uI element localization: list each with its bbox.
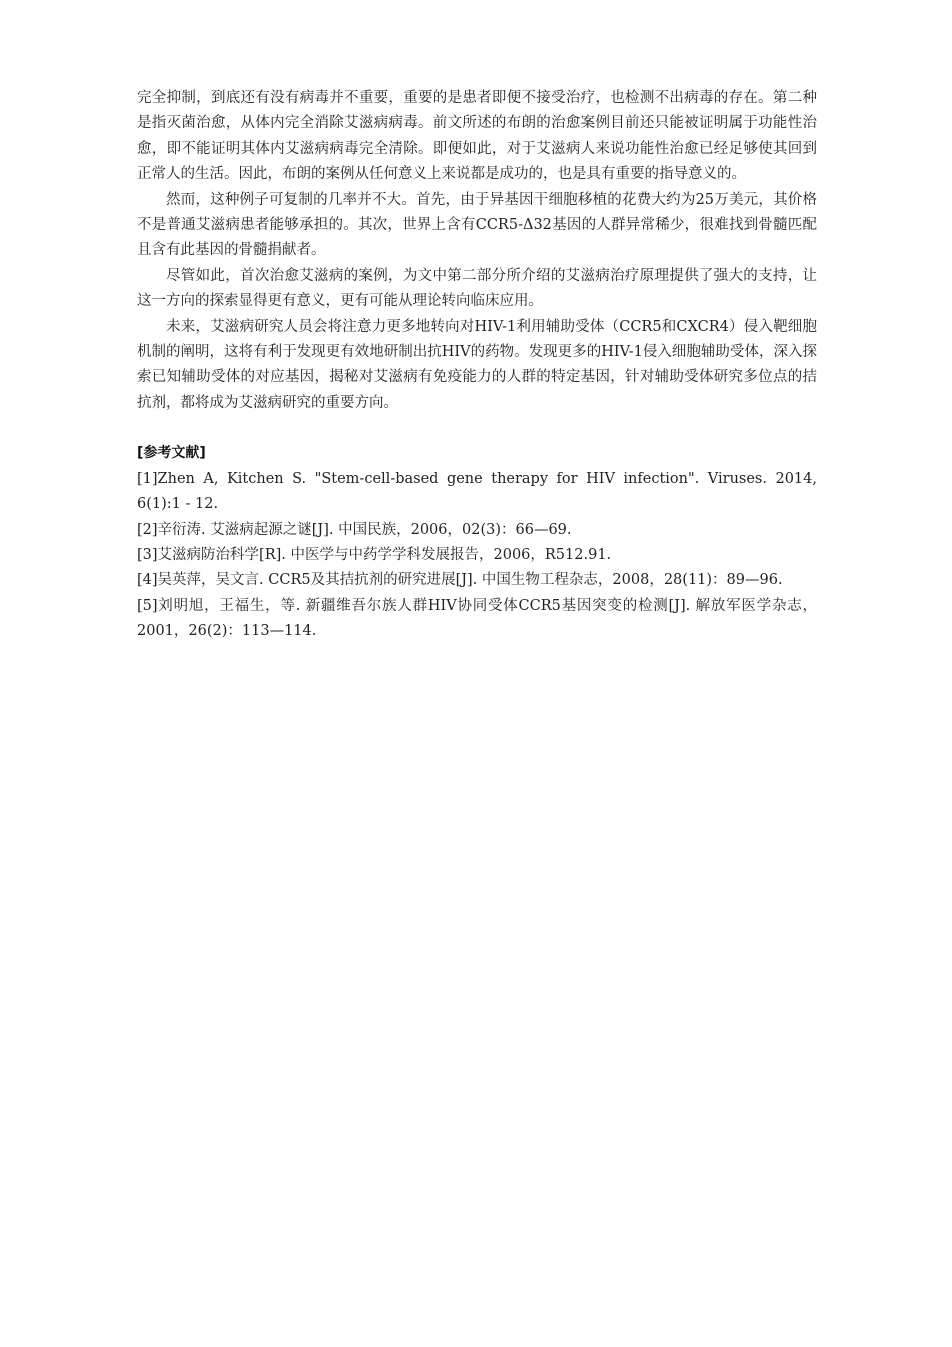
body-paragraph: 未来，艾滋病研究人员会将注意力更多地转向对HIV-1利用辅助受体（CCR5和CXCR4）侵入靶细胞机制的阐明，这将有利于发现更有效地研制出抗HIV的药物。发现更多的HIV-1侵入细胞辅助受体，深入探索已知辅助受体的对应基因，揭秘对艾滋病有免疫能力的人群的特定基因，针对辅助受体研究多位点的拮抗剂，都将成为艾滋病研究的重要方向。 xyxy=(137,318,817,411)
reference-item: [1]Zhen A, Kitchen S. "Stem-cell-based gene therapy for HIV infection". Viruses. 2014, 6(1):1 - 12. xyxy=(137,470,817,513)
reference-item: [2]辛衍涛. 艾滋病起源之谜[J]. 中国民族，2006，02(3)：66—69. xyxy=(137,521,572,538)
references-list xyxy=(137,467,817,645)
body-paragraph-continued: 完全抑制，到底还有没有病毒并不重要，重要的是患者即便不接受治疗，也检测不出病毒的存在。第二种是指灭菌治愈，从体内完全消除艾滋病病毒。前文所述的布朗的治愈案例目前还只能被证明属于功能性治愈，即不能证明其体内艾滋病病毒完全清除。即便如此，对于艾滋病人来说功能性治愈已经足够使其回到正常人的生活。因此，布朗的案例从任何意义上来说都是成功的，也是具有重要的指导意义的。 xyxy=(137,90,817,183)
document-page xyxy=(137,86,817,645)
body-paragraph: 然而，这种例子可复制的几率并不大。首先，由于异基因干细胞移植的花费大约为25万美元，其价格不是普通艾滋病患者能够承担的。其次，世界上含有CCR5-Δ32基因的人群异常稀少，很难找到骨髓匹配且含有此基因的骨髓捐献者。 xyxy=(137,191,817,259)
reference-item: [3]艾滋病防治科学[R]. 中医学与中药学学科发展报告，2006，R512.91. xyxy=(137,546,612,563)
body-paragraph: 尽管如此，首次治愈艾滋病的案例，为文中第二部分所介绍的艾滋病治疗原理提供了强大的支持，让这一方向的探索显得更有意义，更有可能从理论转向临床应用。 xyxy=(137,267,817,310)
references-heading: [参考文献] xyxy=(137,445,206,462)
reference-item: [4]吴英萍，吴文言. CCR5及其拮抗剂的研究进展[J]. 中国生物工程杂志，2008，28(11)：89—96. xyxy=(137,572,783,589)
reference-item: [5]刘明旭，王福生，等. 新疆维吾尔族人群HIV协同受体CCR5基因突变的检测[J]. 解放军医学杂志，2001，26(2)：113—114. xyxy=(137,597,817,640)
